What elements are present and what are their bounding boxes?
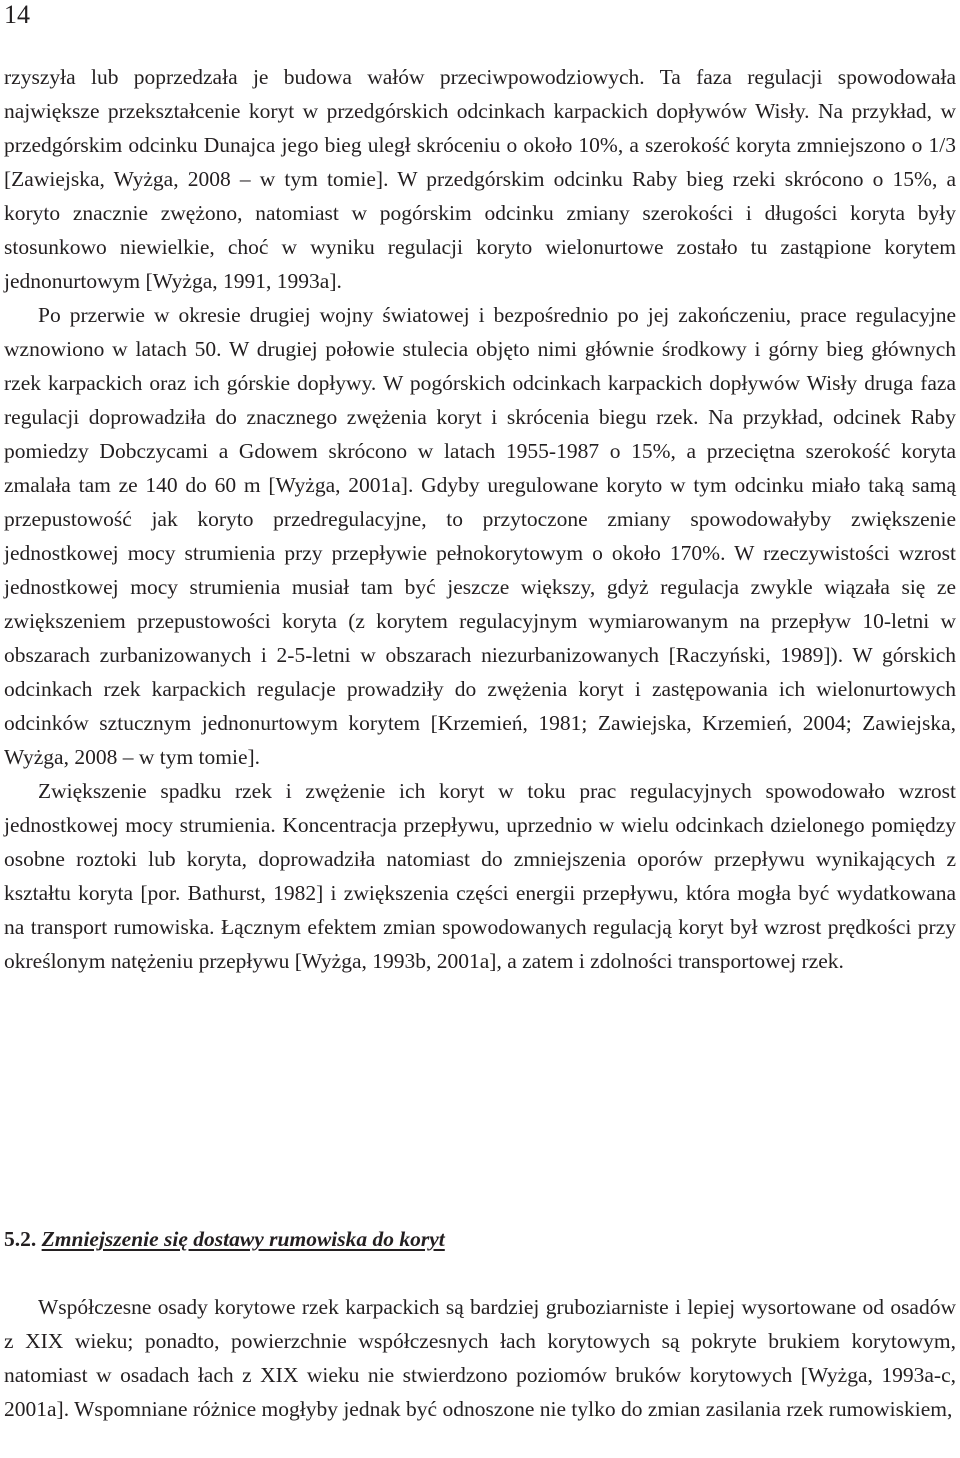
- section-number: 5.2.: [4, 1227, 37, 1251]
- paragraph: Zwiększenie spadku rzek i zwężenie ich koryt w toku prac regulacyjnych spowodowało wzrost jednostkowej mocy strumienia. Koncentracja przepływu, uprzednio w wielu odcinkach dzielonego pomiędzy osobne roztoki lub koryta, doprowadziła natomiast do zmniejszenia oporów przepływu wynikających z kształtu koryta [por. Bathurst, 1982] i zwiększenia części energii przepływu, która mogła być wydatkowana na transport rumowiska. Łącznym efektem zmian spowodowanych regulacją koryt był wzrost prędkości przy określonym natężeniu przepływu [Wyżga, 1993b, 2001a], a zatem i zdolności transportowej rzek.: [4, 779, 956, 973]
- section-heading: [4, 1222, 445, 1256]
- paragraph: Współczesne osady korytowe rzek karpackich są bardziej gruboziarniste i lepiej wysortowane od osadów z XIX wieku; ponadto, powierzchnie współczesnych łach korytowych są pokryte brukiem korytowym, natomiast w osadach łach z XIX wieku nie stwierdzono poziomów bruków korytowych [Wyżga, 1993a-c, 2001a]. Wspomniane różnice mogłyby jednak być odnoszone nie tylko do zmian zasilania rzek rumowiskiem,: [4, 1295, 956, 1421]
- page-number: 14: [4, 0, 30, 29]
- body-text: [4, 60, 956, 978]
- paragraph: Po przerwie w okresie drugiej wojny światowej i bezpośrednio po jej zakończeniu, prace regulacyjne wznowiono w latach 50. W drugiej połowie stulecia objęto nimi głównie środkowy i górny bieg głównych rzek karpackich oraz ich górskie dopływy. W pogórskich odcinkach karpackich dopływów Wisły druga faza regulacji doprowadziła do znacznego zwężenia koryt i skrócenia biegu rzek. Na przykład, odcinek Raby pomiedzy Dobczycami a Gdowem skrócono w latach 1955-1987 o 15%, a przeciętna szerokość koryta zmalała tam ze 140 do 60 m [Wyżga, 2001a]. Gdyby uregulowane koryto w tym odcinku miało taką samą przepustowość jak koryto przedregulacyjne, to przytoczone zmiany spowodowałyby zwiększenie jednostkowej mocy strumienia przy przepływie pełnokorytowym o około 170%. W rzeczywistości wzrost jednostkowej mocy strumienia musiał tam być jeszcze większy, gdyż regulacja zwykle wiązała się ze zwiększeniem przepustowości koryta (z korytem regulacyjnym wymiarowanym na przepływ 10-letni w obszarach zurbanizowanych i 2-5-letni w obszarach niezurbanizowanych [Raczyński, 1989]). W górskich odcinkach rzek karpackich regulacje prowadziły do zwężenia koryt i zastępowania ich wielonurtowych odcinków sztucznym jednonurtowym korytem [Krzemień, 1981; Zawiejska, Krzemień, 2004; Zawiejska, Wyżga, 2008 – w tym tomie].: [4, 303, 956, 769]
- paragraph: rzyszyła lub poprzedzała je budowa wałów przeciwpowodziowych. Ta faza regulacji spowodowała największe przekształcenie koryt w przedgórskich odcinkach karpackich dopływów Wisły. Na przykład, w przedgórskim odcinku Dunajca jego bieg uległ skróceniu o około 10%, a szerokość koryta zmniejszono o 1/3 [Zawiejska, Wyżga, 2008 – w tym tomie]. W przedgórskim odcinku Raby bieg rzeki skrócono o 15%, a koryto znacznie zwężono, natomiast w pogórskim odcinku zmiany szerokości i długości koryta były stosunkowo niewielkie, choć w wyniku regulacji koryto wielonurtowe zostało tu zastąpione korytem jednonurtowym [Wyżga, 1991, 1993a].: [4, 65, 956, 293]
- section-title: Zmniejszenie się dostawy rumowiska do koryt: [41, 1227, 445, 1251]
- section-body-text: [4, 1290, 956, 1426]
